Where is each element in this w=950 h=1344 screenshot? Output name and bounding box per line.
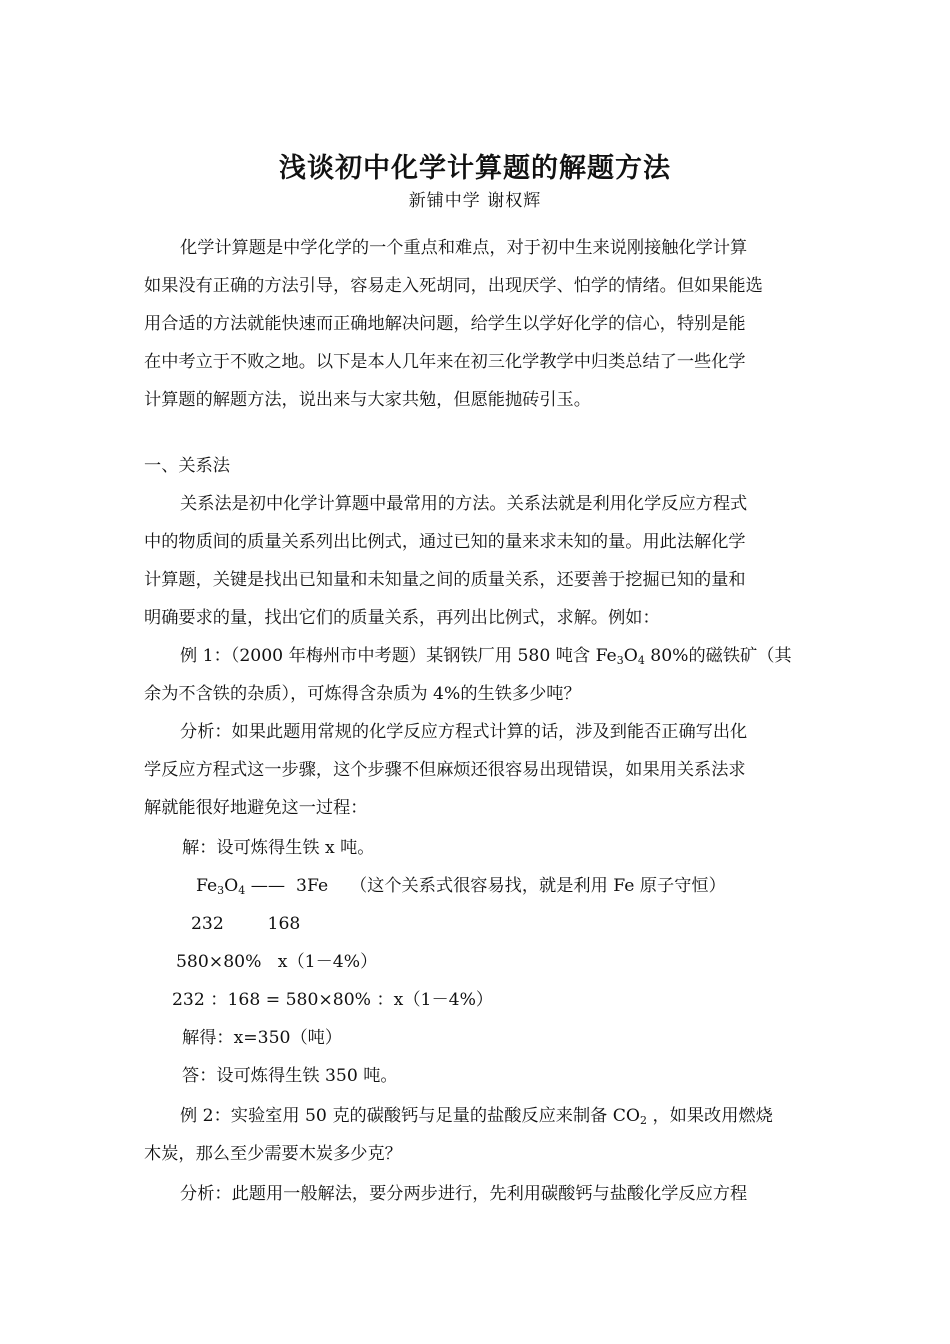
subscript: 4 — [238, 884, 246, 897]
text-run: 例 1：（2000 年梅州市中考题）某钢铁厂用 580 吨含 Fe — [180, 646, 617, 666]
intro-line: 化学计算题是中学化学的一个重点和难点，对于初中生来说刚接触化学计算 — [180, 238, 748, 258]
section-body-line: 明确要求的量，找出它们的质量关系，再列出比例式，求解。例如： — [144, 608, 660, 628]
section-body-line: 关系法是初中化学计算题中最常用的方法。关系法就是利用化学反应方程式 — [180, 494, 748, 514]
intro-line: 在中考立于不败之地。以下是本人几年来在初三化学教学中归类总结了一些化学 — [144, 352, 746, 372]
text-run: Fe — [196, 876, 218, 896]
text-run: 80%的磁铁矿（其 — [644, 646, 792, 666]
example-2-question-cont: 木炭，那么至少需要木炭多少克？ — [144, 1144, 402, 1164]
subscript: 2 — [640, 1114, 648, 1127]
document-title: 浅谈初中化学计算题的解题方法 — [279, 153, 671, 184]
relation-formula — [196, 872, 864, 900]
example-1-question — [144, 642, 812, 670]
section-body-line: 计算题，关键是找出已知量和未知量之间的质量关系，还要善于挖掘已知的量和 — [144, 570, 746, 590]
relative-masses: 232 168 — [191, 914, 301, 934]
text-run: 例 2：实验室用 50 克的碳酸钙与足量的盐酸反应来制备 CO — [180, 1106, 641, 1126]
analysis-line: 解就能很好地避免这一过程： — [144, 798, 368, 818]
document-author: 新铺中学 谢权辉 — [408, 191, 542, 211]
example-1-question-cont: 余为不含铁的杂质），可炼得含杂质为 4%的生铁多少吨？ — [144, 684, 581, 704]
example-2-question — [144, 1102, 812, 1130]
text-run: O — [224, 876, 239, 896]
analysis-line: 分析：此题用一般解法，要分两步进行，先利用碳酸钙与盐酸化学反应方程 — [180, 1184, 748, 1204]
subscript: 3 — [217, 884, 225, 897]
analysis-line: 分析：如果此题用常规的化学反应方程式计算的话，涉及到能否正确写出化 — [180, 722, 748, 742]
section-body-line: 中的物质间的质量关系列出比例式，通过已知的量来求未知的量。用此法解化学 — [144, 532, 746, 552]
text-run: —— 3Fe （这个关系式很容易找，就是利用 Fe 原子守恒） — [245, 876, 726, 896]
text-run: O — [623, 646, 638, 666]
section-heading: 一、关系法 — [144, 456, 230, 476]
subscript: 4 — [637, 654, 645, 667]
solution-answer: 答：设可炼得生铁 350 吨。 — [182, 1066, 398, 1086]
intro-line: 如果没有正确的方法引导，容易走入死胡同，出现厌学、怕学的情绪。但如果能选 — [144, 276, 763, 296]
analysis-line: 学反应方程式这一步骤，这个步骤不但麻烦还很容易出现错误，如果用关系法求 — [144, 760, 746, 780]
proportion: 232 ：168 = 580×80% ：x（1－4%） — [172, 990, 494, 1010]
text-run: ，如果改用燃烧 — [647, 1106, 773, 1126]
intro-line: 用合适的方法就能快速而正确地解决问题，给学生以学好化学的信心，特别是能 — [144, 314, 746, 334]
intro-line: 计算题的解题方法，说出来与大家共勉，但愿能抛砖引玉。 — [144, 390, 591, 410]
subscript: 3 — [616, 654, 624, 667]
solution-intro: 解：设可炼得生铁 x 吨。 — [182, 838, 375, 858]
actual-values: 580×80% x（1－4%） — [176, 952, 378, 972]
solution-result: 解得：x=350（吨） — [182, 1028, 343, 1048]
